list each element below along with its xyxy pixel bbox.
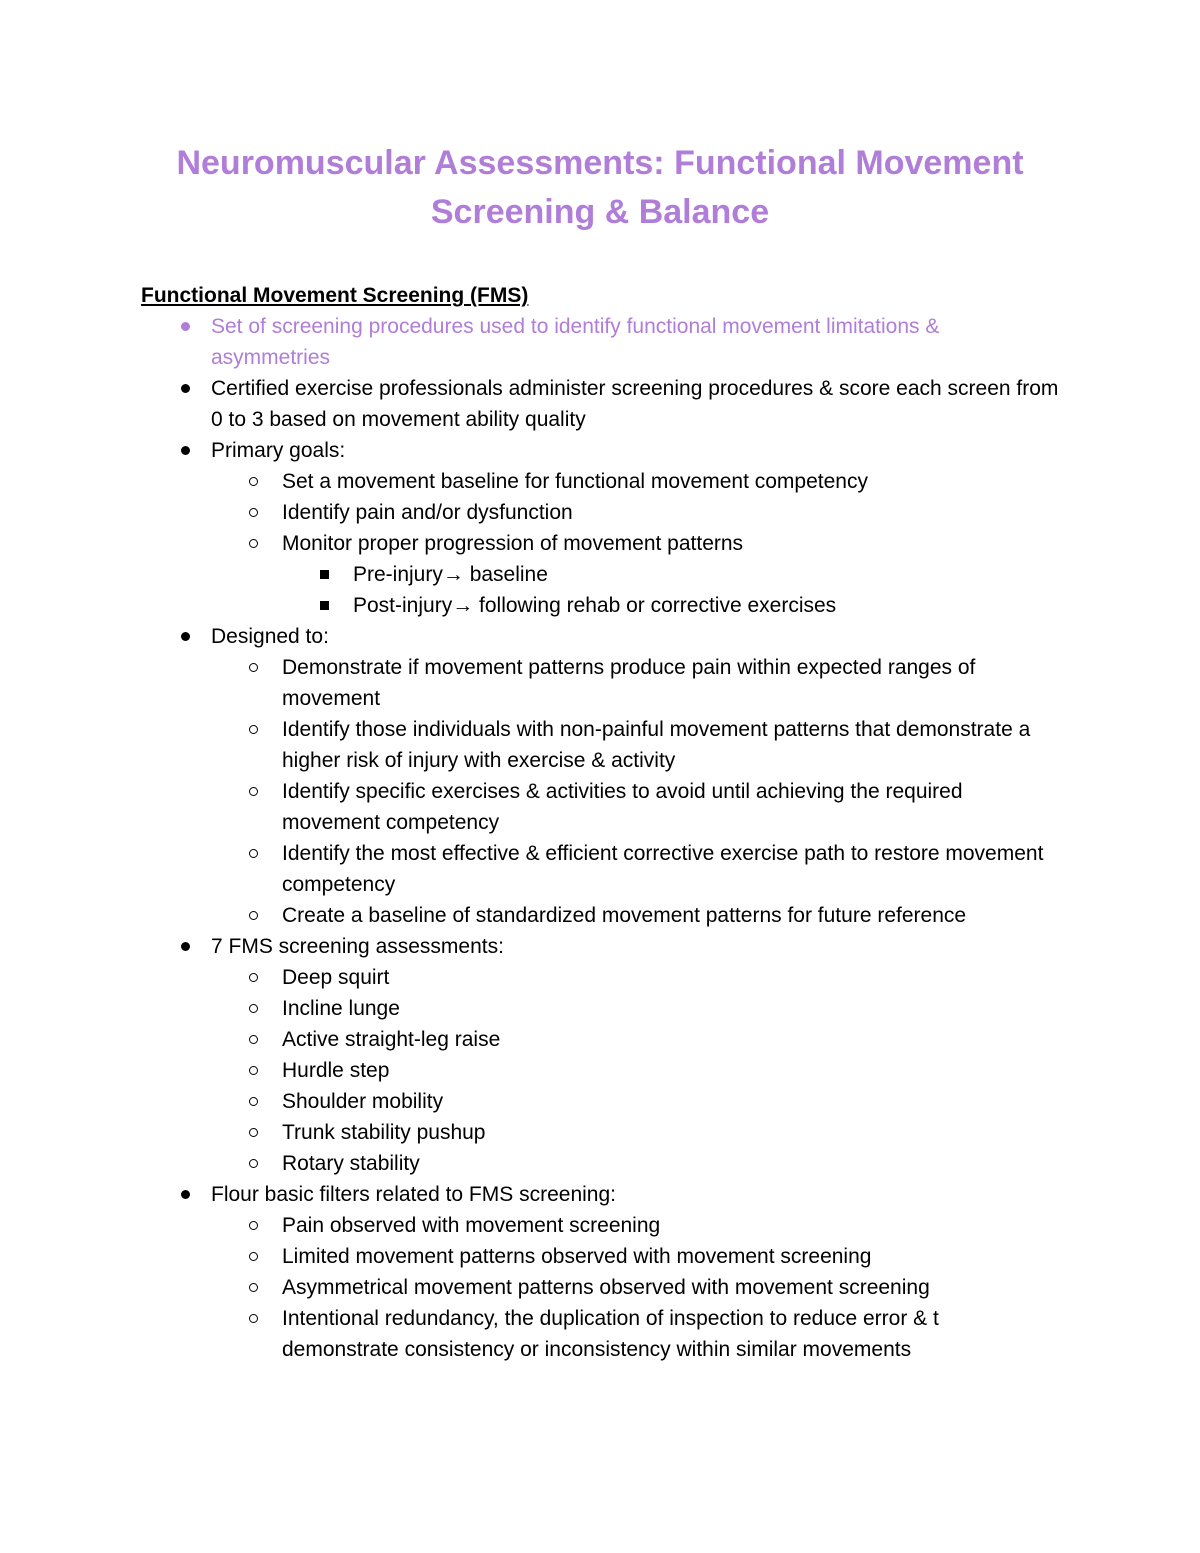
sub-list-item-text: Monitor proper progression of movement patterns (282, 532, 744, 555)
sub-list (211, 466, 1061, 621)
bullet-dot-icon (178, 435, 192, 466)
sub-list-item (282, 1241, 1061, 1272)
section-heading-fms: Functional Movement Screening (FMS) (141, 284, 529, 307)
bullet-circle-icon (246, 993, 260, 1024)
sub-list-item (282, 1210, 1061, 1241)
bullet-circle-icon (246, 1210, 260, 1241)
bullet-circle-icon (246, 1086, 260, 1117)
sub-list-item-text: Pain observed with movement screening (282, 1214, 661, 1237)
sub-list-item-text: Hurdle step (282, 1059, 390, 1082)
sub-list-item-text: Identify specific exercises & activities to avoid until achieving the required movement competency (282, 780, 963, 834)
list-item (0, 311, 1061, 373)
bullet-circle-icon (246, 1241, 260, 1272)
sub-list-item-text: Asymmetrical movement patterns observed with movement screening (282, 1276, 930, 1299)
list-item-text: 7 FMS screening assessments: (211, 935, 504, 958)
list-item (0, 373, 1061, 435)
bullet-circle-icon (246, 1272, 260, 1303)
sub-list-item (282, 838, 1061, 900)
list-item-text: Designed to: (211, 625, 329, 648)
bullet-circle-icon (246, 1148, 260, 1179)
bullet-dot-icon (178, 931, 192, 962)
sub-sub-list-item-text: Post-injury→ following rehab or corrective exercises (353, 594, 837, 617)
list-item (0, 931, 1061, 1179)
sub-sub-list-item (353, 590, 1061, 621)
bullet-circle-icon (246, 900, 260, 931)
list-item-text: Set of screening procedures used to identify functional movement limitations & asymmetries (211, 315, 940, 369)
sub-list-item-text: Limited movement patterns observed with movement screening (282, 1245, 872, 1268)
bullet-circle-icon (246, 714, 260, 745)
sub-list-item-text: Intentional redundancy, the duplication of inspection to reduce error & t demonstrate consistency or inconsistency within similar movements (282, 1307, 939, 1361)
sub-list-item (282, 1303, 1061, 1365)
bullet-circle-icon (246, 776, 260, 807)
bullet-circle-icon (246, 466, 260, 497)
sub-list-item-text: Identify pain and/or dysfunction (282, 501, 573, 524)
sub-list-item (282, 652, 1061, 714)
bullet-circle-icon (246, 652, 260, 683)
bullet-circle-icon (246, 528, 260, 559)
sub-list-item-text: Shoulder mobility (282, 1090, 444, 1113)
sub-list-item-text: Demonstrate if movement patterns produce pain within expected ranges of movement (282, 656, 976, 710)
sub-list-item (282, 1148, 1061, 1179)
bullet-circle-icon (246, 1117, 260, 1148)
document-title: Neuromuscular Assessments: Functional Movement Screening & Balance (176, 144, 1024, 231)
sub-list-item-text: Trunk stability pushup (282, 1121, 486, 1144)
bullet-circle-icon (246, 1024, 260, 1055)
sub-sub-list-item-text: Pre-injury→ baseline (353, 563, 548, 586)
list-item-text: Flour basic filters related to FMS screening: (211, 1183, 616, 1206)
section-body (0, 311, 1200, 1365)
sub-list (211, 652, 1061, 931)
sub-list-item-text: Identify the most effective & efficient corrective exercise path to restore movement competency (282, 842, 1044, 896)
sub-list (211, 962, 1061, 1179)
sub-list-item (282, 1117, 1061, 1148)
sub-list-item-text: Identify those individuals with non-painful movement patterns that demonstrate a higher risk of injury with exercise & activity (282, 718, 1031, 772)
sub-list-item (282, 1055, 1061, 1086)
sub-list-item-text: Incline lunge (282, 997, 400, 1020)
sub-list-item (282, 1086, 1061, 1117)
bullet-circle-icon (246, 1055, 260, 1086)
bullet-dot-icon (178, 621, 192, 652)
list-item-text: Certified exercise professionals administer screening procedures & score each screen from 0 to 3 based on movement ability quality (211, 377, 1059, 431)
sub-list-item-text: Active straight-leg raise (282, 1028, 501, 1051)
bullet-circle-icon (246, 838, 260, 869)
sub-list-item-text: Rotary stability (282, 1152, 420, 1175)
sub-sub-list (282, 559, 1061, 621)
list-item-text: Primary goals: (211, 439, 346, 462)
bullet-dot-icon (178, 311, 192, 342)
sub-list-item (282, 993, 1061, 1024)
bullet-dot-icon (178, 1179, 192, 1210)
sub-list-item (282, 497, 1061, 528)
sub-sub-list-item (353, 559, 1061, 590)
sub-list-item (282, 962, 1061, 993)
sub-list (211, 1210, 1061, 1365)
sub-list-item-text: Set a movement baseline for functional movement competency (282, 470, 868, 493)
bullet-list (0, 311, 1200, 1365)
sub-list-item (282, 776, 1061, 838)
bullet-square-icon (317, 559, 331, 590)
sub-list-item (282, 1272, 1061, 1303)
sub-list-item-text: Create a baseline of standardized movement patterns for future reference (282, 904, 967, 927)
list-item (0, 621, 1061, 931)
bullet-dot-icon (178, 373, 192, 404)
bullet-square-icon (317, 590, 331, 621)
sub-list-item (282, 528, 1061, 621)
list-item (0, 1179, 1061, 1365)
sub-list-item (282, 714, 1061, 776)
bullet-circle-icon (246, 962, 260, 993)
sub-list-item (282, 1024, 1061, 1055)
list-item (0, 435, 1061, 621)
sub-list-item (282, 466, 1061, 497)
sub-list-item-text: Deep squirt (282, 966, 390, 989)
bullet-circle-icon (246, 1303, 260, 1334)
sub-list-item (282, 900, 1061, 931)
bullet-circle-icon (246, 497, 260, 528)
